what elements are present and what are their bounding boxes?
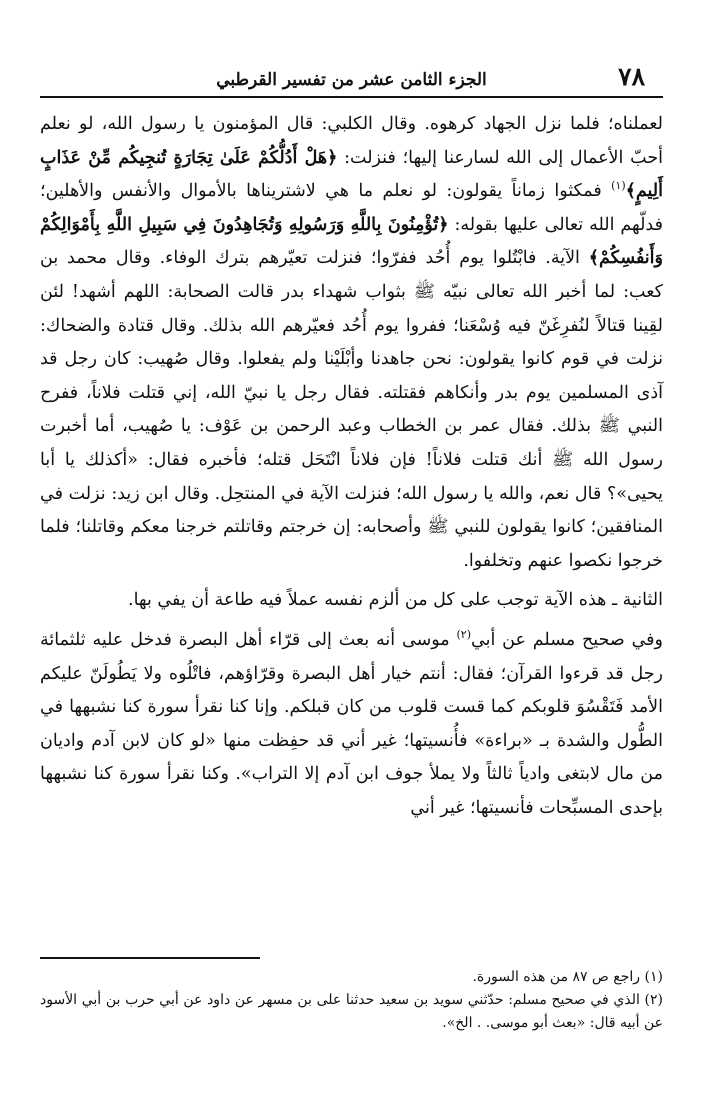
paragraph-2: الثانية ـ هذه الآية توجب على كل من ألزم نفسه عملاً فيه طاعة أن يفي بها. [128,590,663,611]
footnote-divider [40,957,260,959]
footnote-2 [40,989,663,1035]
quran-verse-2: ﴿تُؤْمِنُونَ بِاللَّهِ وَرَسُولِهِ وَتُجَاهِدُونَ فِي سَبِيلِ اللَّهِ بِأَمْوَالِكُمْ وَأَنفُسِكُمْ﴾ [40,214,663,269]
quran-verse-1: ﴿هَلْ أَدُلُّكُمْ عَلَىٰ تِجَارَةٍ تُنجِيكُم مِّنْ عَذَابٍ أَلِيمٍ﴾ [40,147,663,202]
footnote-ref-1: (١) [611,179,626,193]
paragraph-1 [40,108,663,578]
running-title: الجزء الثامن عشر من تفسير القرطبي [216,70,487,90]
paragraph-1-text-before: لعملناه؛ فلما نزل الجهاد كرهوه. وقال الكلبي: قال المؤمنون يا رسول الله، لو نعلم أحبّ الأعمال إلى الله لسارعنا إليها؛ فنزلت: [40,114,663,168]
footnote-2-text: الذي في صحيح مسلم: حدّثني سويد بن سعيد حدثنا على بن مسهر عن داود عن أبي حرب بن أبي الأسود عن أبيه قال: «بعث أبو موسى. . الخ». [40,992,663,1031]
footnote-1 [40,966,663,989]
main-text [40,108,663,825]
page-header [40,62,663,98]
footnote-1-text: راجع ص ٨٧ من هذه السورة. [472,969,641,985]
paragraph-1-text-after: الآية. فابْتُلوا يوم أُحُد ففرّوا؛ فنزلت تعيّرهم بترك الوفاء. وقال محمد بن كعب: لما أخبر الله تعالى نبيّه ﷺ بثواب شهداء بدر قالت الصحابة: اللهم أشهد! لئن لقِينا قتالاً لنُفرِغَنّ فيه وُسْعَنا؛ ففروا يوم أُحُد فعيّرهم الله بذلك. وقال قتادة والضحاك: نزلت في قوم كانوا يقولون: نحن جاهدنا وأبْلَيْنا ولم يفعلوا. وقال صُهيب: كان رجل قد آذى المسلمين يوم بدر وأنكاهم فقتلته. فقال رجل يا نبيّ الله، إني قتلت فلاناً، ففرح النبي ﷺ بذلك. فقال عمر بن الخطاب وعبد الرحمن بن عَوْف: يا صُهيب، أما أخبرت رسول الله ﷺ أنك قتلت فلاناً! فإن فلاناً انْتَحَل قتله؛ فأخبره فقال: «أكذلك يا أبا يحيى»؟ قال نعم، والله يا رسول الله؛ فنزلت الآية في المنتحِل. وقال ابن زيد: نزلت في المنافقين؛ كانوا يقولون للنبي ﷺ وأصحابه: إن خرجتم وقاتلتم خرجنا معكم وقاتلنا؛ فلما خرجوا نكصوا عنهم وتخلفوا. [40,248,663,571]
footnotes [40,966,663,1035]
paragraph-3 [40,624,663,826]
footnote-1-number: (١) [644,969,663,985]
footnote-ref-2: (٢) [456,628,471,642]
footnote-2-number: (٢) [644,992,663,1008]
paragraph-1-text-middle: فمكثوا زماناً يقولون: لو نعلم ما هي لاشتريناها بالأموال والأنفس والأهلين؛ فدلّهم الله تعالى عليها بقوله: [40,181,663,235]
paragraph-3-text-after: موسى أنه بعث إلى قرّاء أهل البصرة فدخل عليه ثلثمائة رجل قد قرءوا القرآن؛ فقال: أنتم خيار أهل البصرة وقرّاؤهم، فاتْلُوه ولا يَطُولَنّ عليكم الأمد فَتَقْسُوَ قلوبكم كما قست قلوب من كان قبلكم. وإنا كنا نقرأ سورة كنا نشبهها في الطُّول والشدة بـ «براءة» فأُنسيتها؛ غير أني قد حفِظت منها «لو كان لابن آدم واديان من مال لابتغى وادياً ثالثاً ولا يملأ جوف ابن آدم إلا التراب». وكنا نقرأ سورة كنا نشبهها بإحدى المسبِّحات فأنسيتها؛ غير أني [40,629,663,818]
page-number: ٧٨ [618,62,645,91]
paragraph-3-text-before: وفي صحيح مسلم عن أبي [471,629,663,650]
